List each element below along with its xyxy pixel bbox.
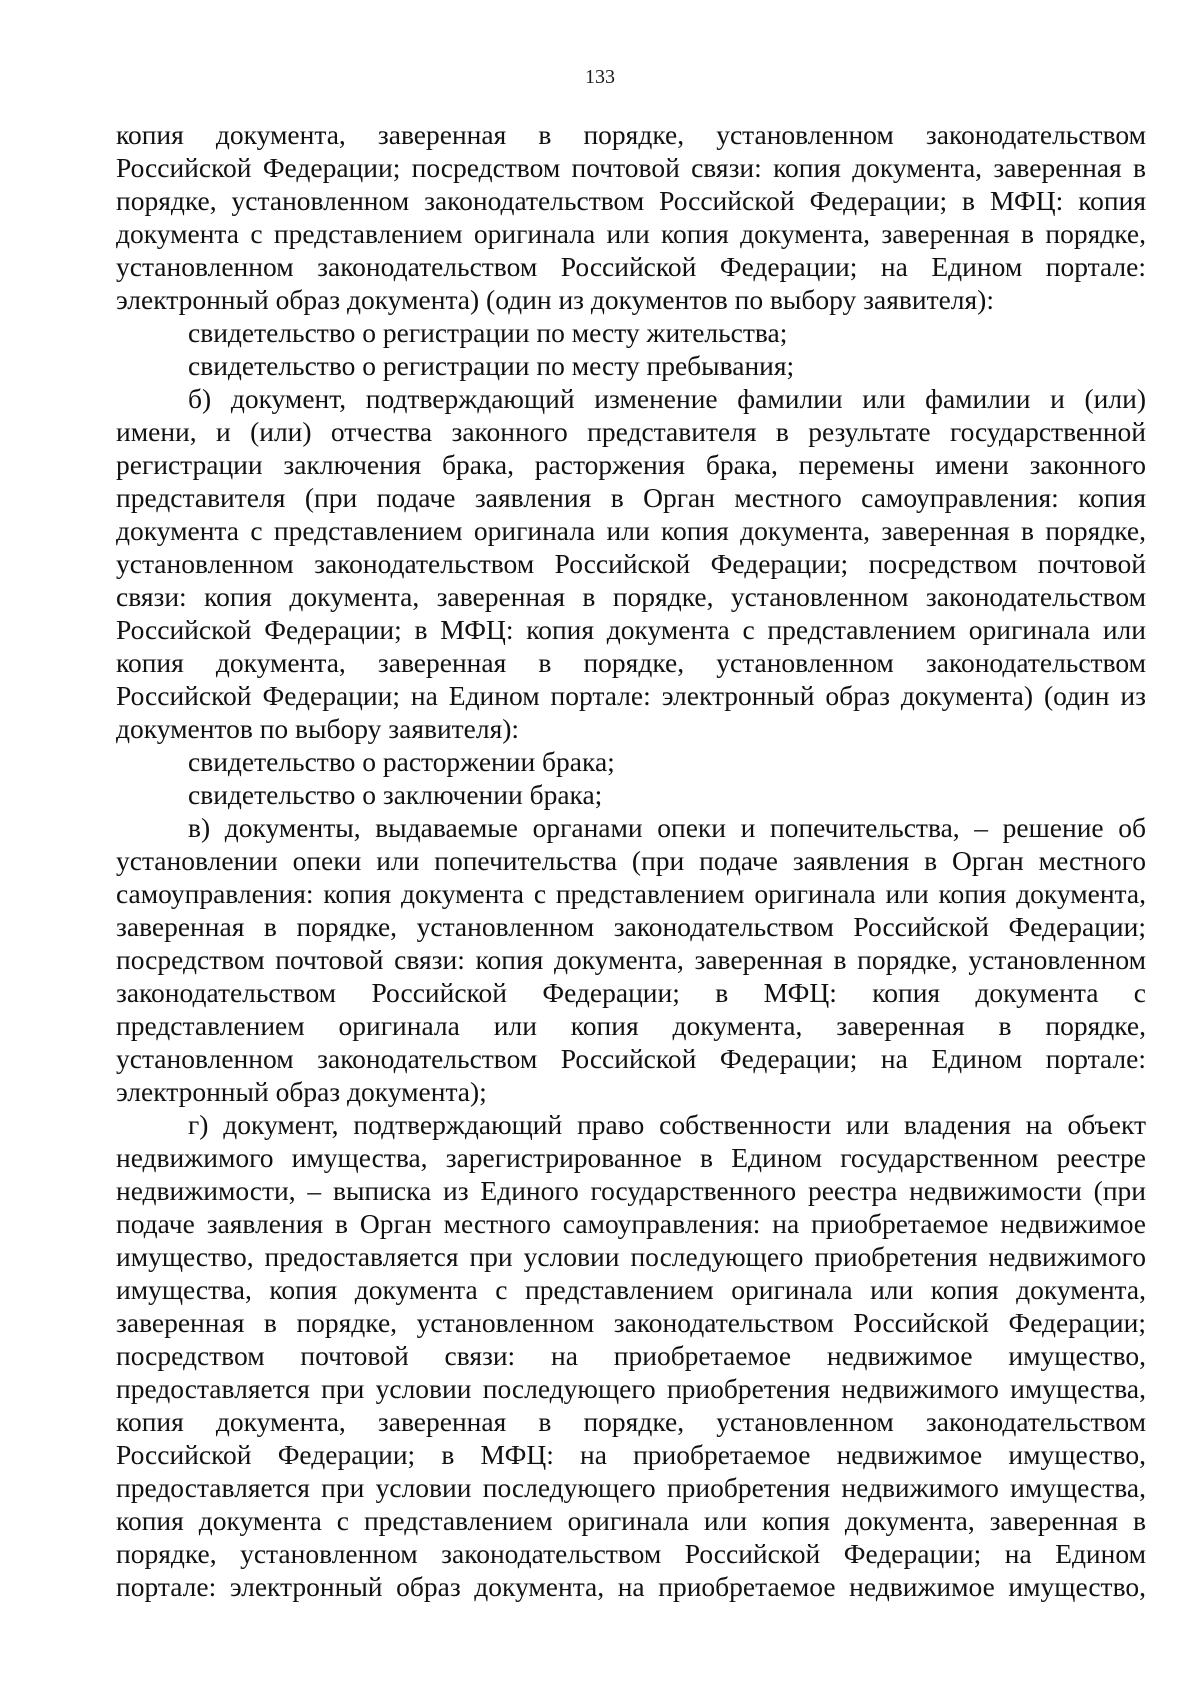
text-line: б) документ, подтверждающий изменение фамилии или фамилии и (или) — [188, 383, 1146, 414]
text-line: установленном законодательством Российской Федерации; на Едином портале: — [116, 1043, 1146, 1074]
text-line: копия документа, заверенная в порядке, установленном законодательством — [116, 119, 1146, 150]
text-line: копия документа, заверенная в порядке, установленном законодательством — [116, 1406, 1146, 1437]
text-line: Российской Федерации; в МФЦ: копия документа с представлением оригинала или — [116, 614, 1146, 645]
text-line: копия документа, заверенная в порядке, установленном законодательством — [116, 647, 1146, 678]
text-line: копия документа с представлением оригинала или копия документа, заверенная в — [116, 1505, 1146, 1536]
text-line: заверенная в порядке, установленном законодательством Российской Федерации; — [116, 1307, 1146, 1338]
text-line: электронный образ документа) (один из документов по выбору заявителя): — [116, 284, 994, 315]
text-line: имени, и (или) отчества законного представителя в результате государственной — [116, 416, 1146, 447]
text-line: посредством почтовой связи: на приобретаемое недвижимое имущество, — [116, 1340, 1146, 1371]
text-line: г) документ, подтверждающий право собственности или владения на объект — [188, 1109, 1146, 1140]
text-line: регистрации заключения брака, расторжения брака, перемены имени законного — [116, 449, 1146, 480]
text-line: имущество, предоставляется при условии последующего приобретения недвижимого — [116, 1241, 1146, 1272]
text-line: связи: копия документа, заверенная в порядке, установленном законодательством — [116, 581, 1146, 612]
text-line: установленном законодательством Российской Федерации; на Едином портале: — [116, 251, 1146, 282]
text-line: свидетельство о регистрации по месту жительства; — [188, 317, 788, 348]
text-line: законодательством Российской Федерации; в МФЦ: копия документа с — [116, 977, 1146, 1008]
text-line: документа с представлением оригинала или копия документа, заверенная в порядке, — [116, 218, 1146, 249]
text-line: свидетельство о расторжении брака; — [188, 746, 615, 777]
text-line: свидетельство о регистрации по месту пребывания; — [188, 350, 795, 381]
text-line: Российской Федерации; посредством почтовой связи: копия документа, заверенная в — [116, 152, 1146, 183]
text-line: порядке, установленном законодательством Российской Федерации; в МФЦ: копия — [116, 185, 1146, 216]
text-line: самоуправления: копия документа с представлением оригинала или копия документа, — [116, 878, 1146, 909]
text-line: Российской Федерации; в МФЦ: на приобретаемое недвижимое имущество, — [116, 1439, 1146, 1470]
text-line: представителя (при подаче заявления в Орган местного самоуправления: копия — [116, 482, 1146, 513]
text-line: документов по выбору заявителя): — [116, 713, 520, 744]
text-line: посредством почтовой связи: копия документа, заверенная в порядке, установленном — [116, 944, 1146, 975]
text-line: в) документы, выдаваемые органами опеки и попечительства, – решение об — [188, 812, 1146, 843]
text-line: установлении опеки или попечительства (при подаче заявления в Орган местного — [116, 845, 1146, 876]
text-line: портале: электронный образ документа, на приобретаемое недвижимое имущество, — [116, 1571, 1146, 1602]
text-line: недвижимого имущества, зарегистрированное в Едином государственном реестре — [116, 1142, 1146, 1173]
text-line: заверенная в порядке, установленном законодательством Российской Федерации; — [116, 911, 1146, 942]
text-line: установленном законодательством Российской Федерации; посредством почтовой — [116, 548, 1146, 579]
text-line: предоставляется при условии последующего приобретения недвижимого имущества, — [116, 1472, 1146, 1503]
text-line: недвижимости, – выписка из Единого государственного реестра недвижимости (при — [116, 1175, 1146, 1206]
text-line: документа с представлением оригинала или копия документа, заверенная в порядке, — [116, 515, 1146, 546]
page-number: 133 — [585, 66, 615, 88]
text-line: электронный образ документа); — [116, 1076, 487, 1107]
text-line: свидетельство о заключении брака; — [188, 779, 603, 810]
text-line: порядке, установленном законодательством Российской Федерации; на Едином — [116, 1538, 1146, 1569]
document-body — [116, 118, 1146, 1603]
text-line: предоставляется при условии последующего приобретения недвижимого имущества, — [116, 1373, 1146, 1404]
text-line: Российской Федерации; на Едином портале: электронный образ документа) (один из — [116, 680, 1146, 711]
text-line: имущества, копия документа с представлением оригинала или копия документа, — [116, 1274, 1146, 1305]
text-line: представлением оригинала или копия документа, заверенная в порядке, — [116, 1010, 1146, 1041]
text-line: подаче заявления в Орган местного самоуправления: на приобретаемое недвижимое — [116, 1208, 1146, 1239]
